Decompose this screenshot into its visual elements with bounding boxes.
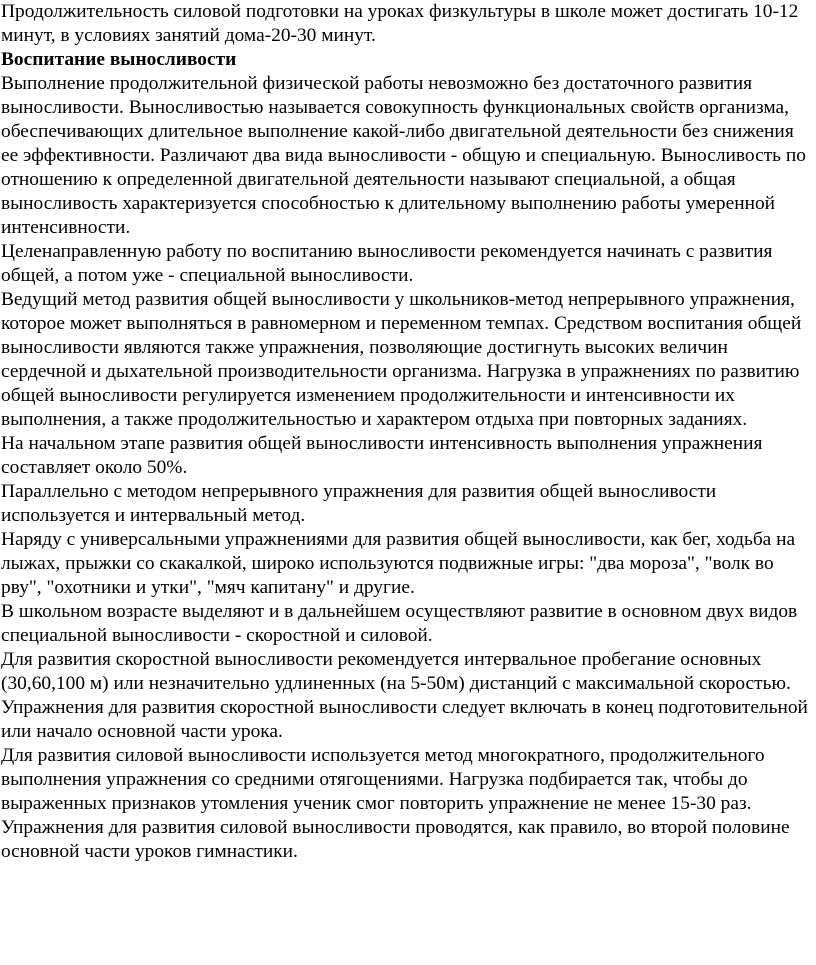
paragraph-strength-method: Для развития силовой выносливости используется метод многократного, продолжительного выполнения упражнения со средними отягощениями. Нагрузка подбирается так, чтобы до выраженных признаков утомления ученик смог повторить упражнение не менее 15-30 раз. (1, 745, 765, 814)
paragraph-speed-placement: Упражнения для развития скоростной выносливости следует включать в конец подготовительной или начало основной части урока. (1, 697, 808, 742)
paragraph-speed-endurance: Для развития скоростной выносливости рекомендуется интервальное пробегание основных (30,60,100 м) или незначительно удлиненных (на 5-50м) дистанций с максимальной скоростью. (1, 649, 791, 694)
section-heading: Воспитание выносливости (1, 49, 237, 70)
paragraph-special-types: В школьном возрасте выделяют и в дальнейшем осуществляют развитие в основном двух видов специальной выносливости - скоростной и силовой. (1, 601, 798, 646)
intro-paragraph: Продолжительность силовой подготовки на уроках физкультуры в школе может достигать 10-12 минут, в условиях занятий дома-20-30 минут. (1, 1, 799, 46)
paragraph-strength-placement: Упражнения для развития силовой выносливости проводятся, как правило, во второй половине основной части уроков гимнастики. (1, 817, 790, 862)
paragraph-continuous-method: Ведущий метод развития общей выносливости у школьников-метод непрерывного упражнения, которое может выполняться в равномерном и переменном темпах. Средством воспитания общей выносливости являются также упражнения, позволяющие достигнуть высоких величин сердечной и дыхательной производительности организма. Нагрузка в упражнениях по развитию общей выносливости регулируется изменением продолжительности и интенсивности их выполнения, а также продолжительностью и характером отдыха при повторных заданиях. (1, 289, 802, 430)
paragraph-games: Наряду с универсальными упражнениями для развития общей выносливости, как бег, ходьба на лыжах, прыжки со скакалкой, широко используются подвижные игры: "два мороза", "волк во рву", "охотники и утки", "мяч капитану" и другие. (1, 529, 796, 598)
paragraph-definition: Выполнение продолжительной физической работы невозможно без достаточного развития выносливости. Выносливостью называется совокупность функциональных свойств организма, обеспечивающих длительное выполнение какой-либо двигательной деятельности без снижения ее эффективности. Различают два вида выносливости - общую и специальную. Выносливость по отношению к определенной двигательной деятельности называют специальной, а общая выносливость характеризуется способностью к длительному выполнению работы умеренной интенсивности. (1, 73, 806, 238)
paragraph-sequence: Целенаправленную работу по воспитанию выносливости рекомендуется начинать с развития общей, а потом уже - специальной выносливости. (1, 241, 773, 286)
paragraph-interval-method: Параллельно с методом непрерывного упражнения для развития общей выносливости используется и интервальный метод. (1, 481, 717, 526)
paragraph-initial-intensity: На начальном этапе развития общей выносливости интенсивность выполнения упражнения составляет около 50%. (1, 433, 763, 478)
